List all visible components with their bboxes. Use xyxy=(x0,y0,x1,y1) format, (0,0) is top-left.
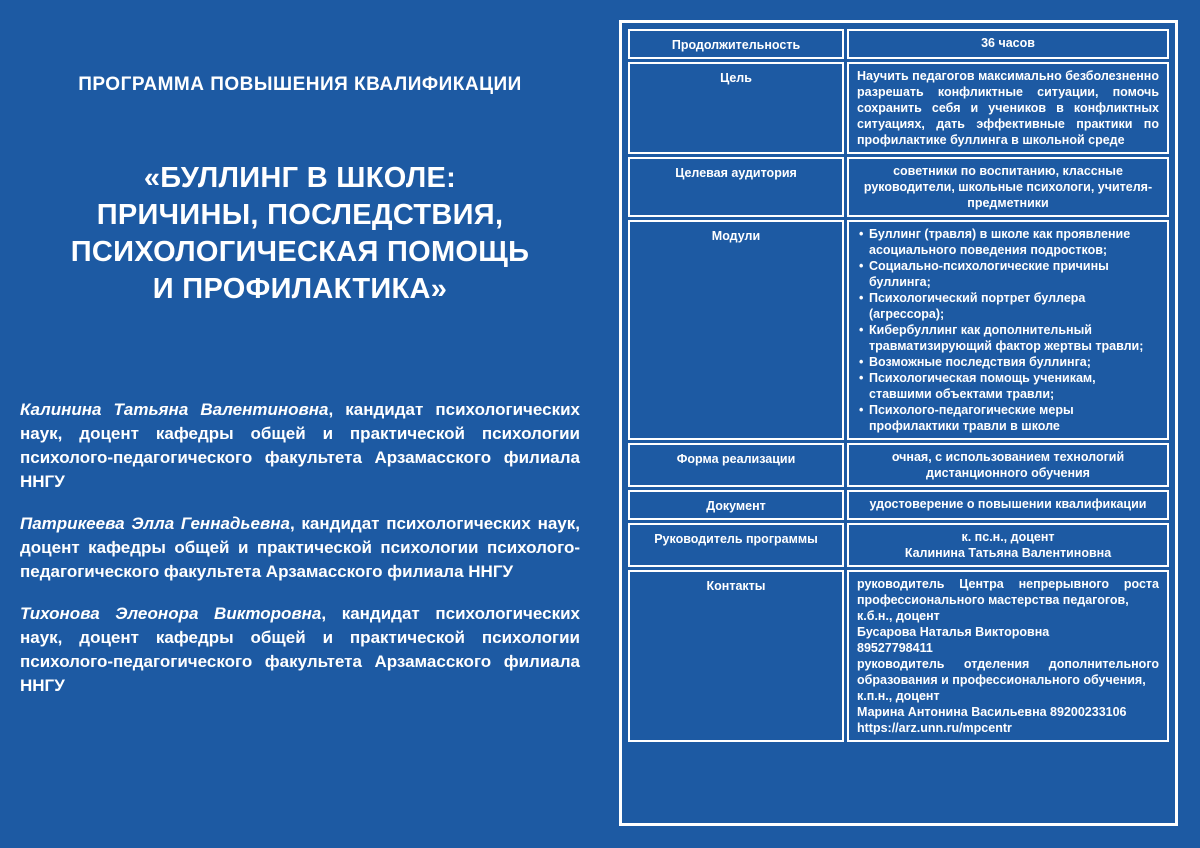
title-line: ПРИЧИНЫ, ПОСЛЕДСТВИЯ, xyxy=(96,199,504,231)
table-row-document xyxy=(628,490,1169,520)
table-row-audience xyxy=(628,157,1169,217)
module-item: • Психологический портрет буллера (агрессора); xyxy=(869,290,1159,322)
table-row-form xyxy=(628,443,1169,487)
author-name: Калинина Татьяна Валентиновна xyxy=(20,400,329,419)
duration-label: Продолжительность xyxy=(628,29,844,59)
head-name: Калинина Татьяна Валентиновна xyxy=(904,546,1112,560)
title-line: «БУЛЛИНГ В ШКОЛЕ: xyxy=(143,162,457,194)
module-item: • Социально-психологические причины буллинга; xyxy=(869,258,1159,290)
program-info-table xyxy=(625,26,1172,745)
head-label: Руководитель программы xyxy=(628,523,844,567)
contact-line: Бусарова Наталья Викторовна xyxy=(857,625,1050,639)
audience-value: советники по воспитанию, классные руководители, школьные психологи, учителя-предметники xyxy=(847,157,1169,217)
module-item: • Психологическая помощь ученикам, ставшими объектами травли; xyxy=(869,370,1159,402)
author-entry xyxy=(20,398,580,494)
author-description: , кандидат психологических наук, доцент кафедры общей и практической психологии психолого-педагогического факультета Арзамасского филиала ННГУ xyxy=(20,514,580,581)
document-label: Документ xyxy=(628,490,844,520)
module-item: • Возможные последствия буллинга; xyxy=(869,354,1159,370)
document-value: удостоверение о повышении квалификации xyxy=(847,490,1169,520)
program-label: ПРОГРАММА ПОВЫШЕНИЯ КВАЛИФИКАЦИИ xyxy=(78,74,522,95)
contact-line: Марина Антонина Васильевна 89200233106 xyxy=(857,705,1127,719)
contact-line: к.п.н., доцент xyxy=(857,689,940,703)
modules-label: Модули xyxy=(628,220,844,440)
goal-label: Цель xyxy=(628,62,844,154)
contact-line: руководитель Центра непрерывного роста профессионального мастерства педагогов, xyxy=(857,577,1159,607)
table-row-duration xyxy=(628,29,1169,59)
table-row-modules xyxy=(628,220,1169,440)
contact-phone: 89527798411 xyxy=(857,641,933,655)
title-line: И ПРОФИЛАКТИКА» xyxy=(152,273,448,305)
authors-list xyxy=(20,398,580,716)
author-entry xyxy=(20,512,580,584)
audience-label: Целевая аудитория xyxy=(628,157,844,217)
title-line: ПСИХОЛОГИЧЕСКАЯ ПОМОЩЬ xyxy=(70,236,530,268)
table-row-goal xyxy=(628,62,1169,154)
author-name: Тихонова Элеонора Викторовна xyxy=(20,604,322,623)
author-entry xyxy=(20,602,580,698)
module-item: • Буллинг (травля) в школе как проявление асоциального поведения подростков; xyxy=(869,226,1159,258)
form-label: Форма реализации xyxy=(628,443,844,487)
contact-line: руководитель отделения дополнительного образования и профессионального обучения, xyxy=(857,657,1159,687)
module-item: • Кибербуллинг как дополнительный травматизирующий фактор жертвы травли; xyxy=(869,322,1159,354)
head-degree: к. пс.н., доцент xyxy=(961,530,1055,544)
program-title xyxy=(20,160,580,308)
left-column xyxy=(20,0,580,848)
duration-value: 36 часов xyxy=(847,29,1169,59)
form-value: очная, с использованием технологий дистанционного обучения xyxy=(847,443,1169,487)
author-description: , кандидат психологических наук, доцент кафедры общей и практической психологии психолого-педагогического факультета Арзамасского филиала ННГУ xyxy=(20,604,580,695)
contact-line: к.б.н., доцент xyxy=(857,609,940,623)
program-info-table-frame xyxy=(619,20,1178,826)
contacts-value xyxy=(847,570,1169,742)
table-row-head xyxy=(628,523,1169,567)
author-description: , кандидат психологических наук, доцент кафедры общей и практической психологии психолого-педагогического факультета Арзамасского филиала ННГУ xyxy=(20,400,580,491)
module-item: • Психолого-педагогические меры профилактики травли в школе xyxy=(869,402,1159,434)
head-value xyxy=(847,523,1169,567)
contact-link[interactable]: https://arz.unn.ru/mpcentr xyxy=(857,721,1012,735)
modules-value xyxy=(847,220,1169,440)
goal-value: Научить педагогов максимально безболезненно разрешать конфликтные ситуации, помочь сохранить себя и учеников в конфликтных ситуациях, дать эффективные практики по профилактике буллинга в школьной среде xyxy=(847,62,1169,154)
author-name: Патрикеева Элла Геннадьевна xyxy=(20,514,290,533)
modules-list xyxy=(857,226,1159,434)
table-row-contacts xyxy=(628,570,1169,742)
contacts-label: Контакты xyxy=(628,570,844,742)
